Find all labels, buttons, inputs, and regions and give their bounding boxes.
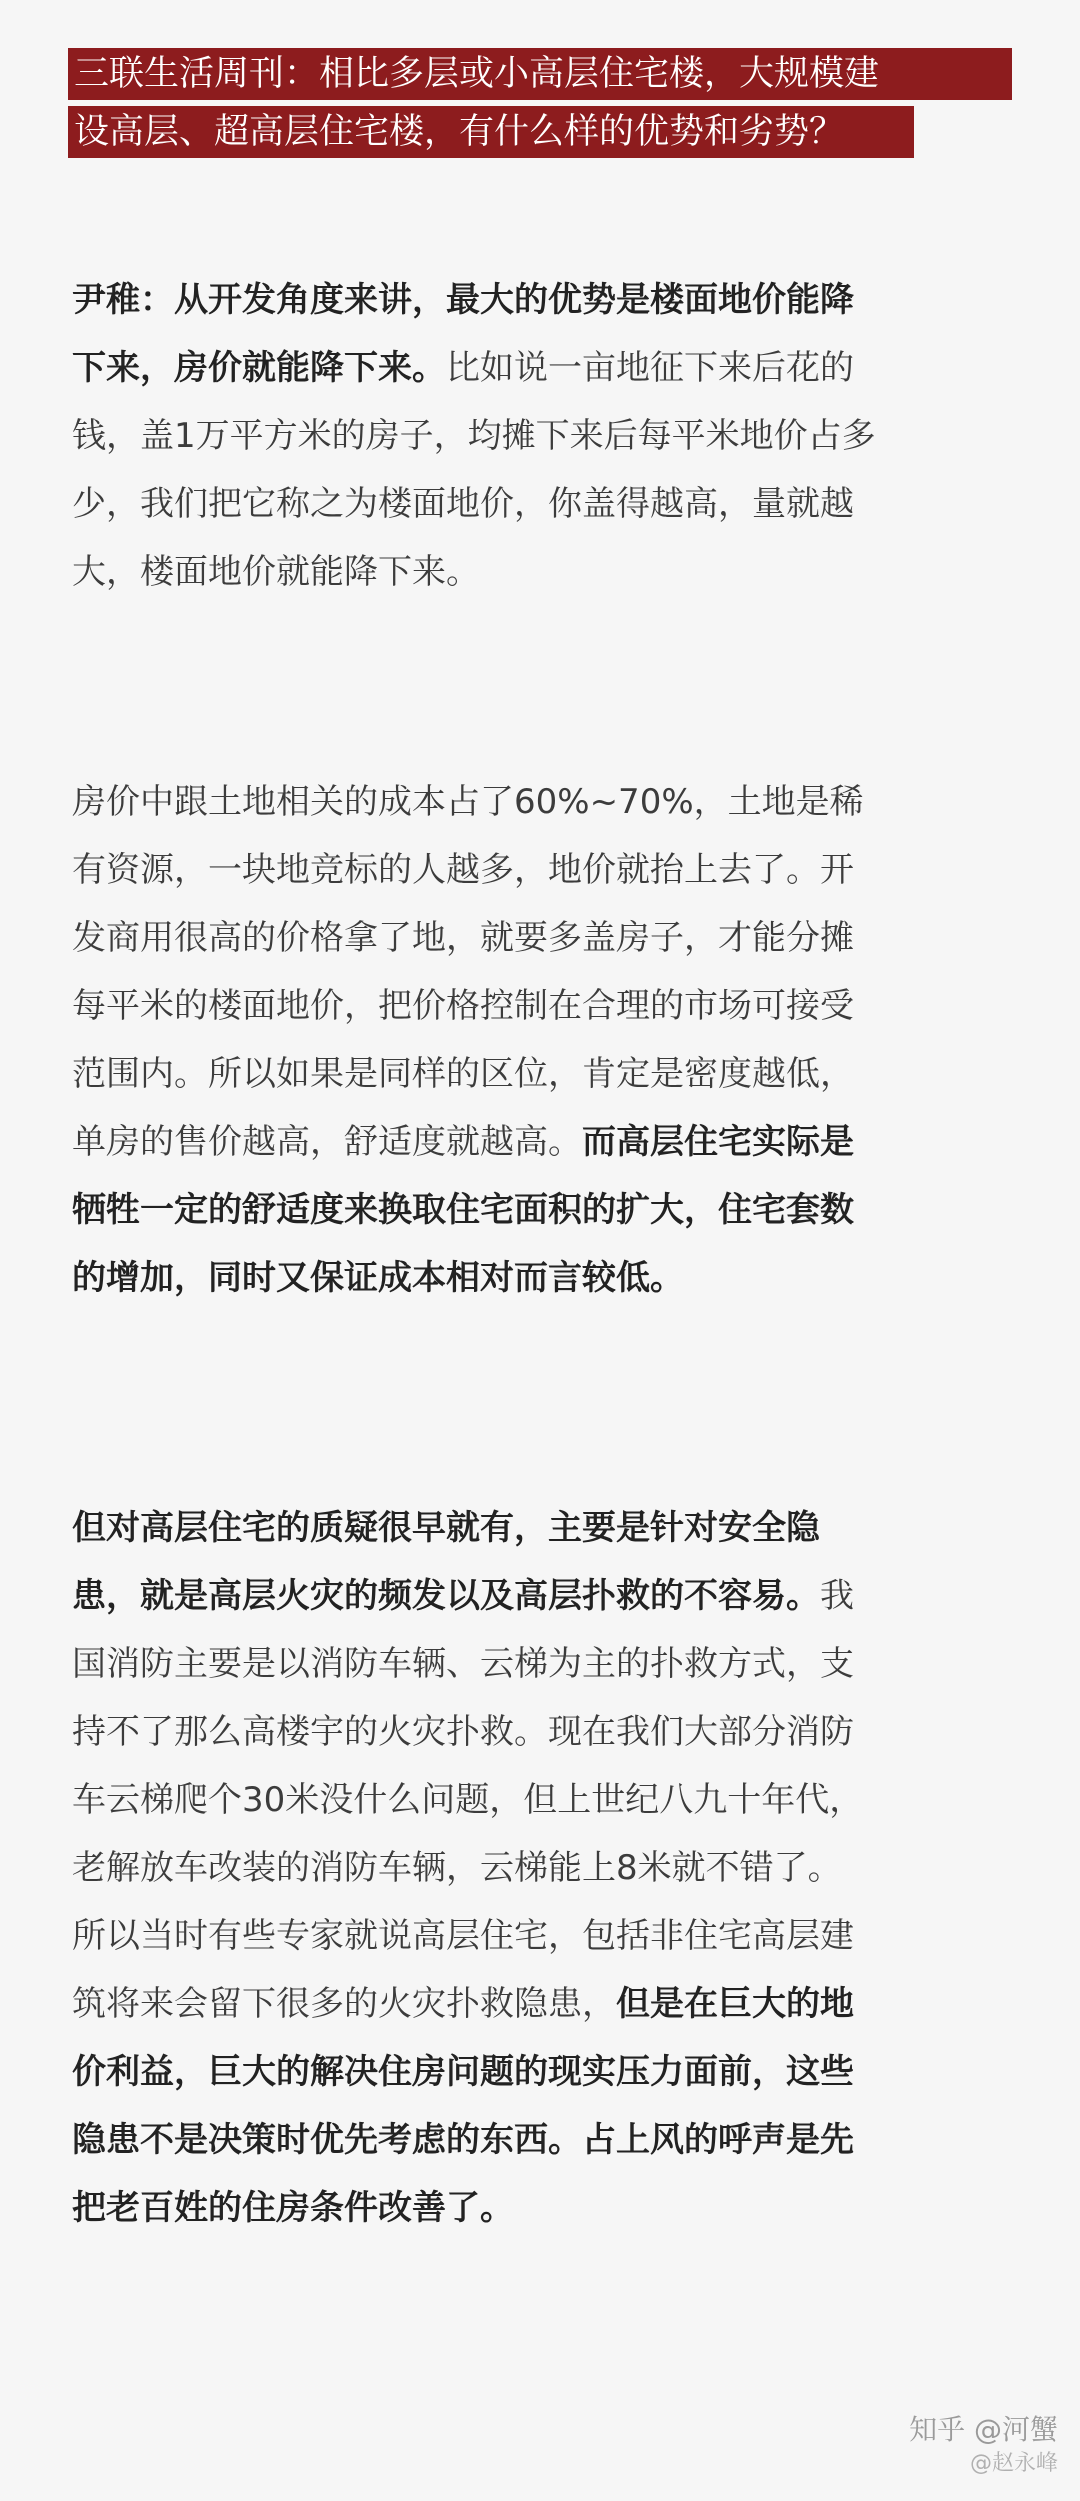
normal-text: 单房的售价越高，舒适度就越高。: [72, 1122, 582, 1162]
text-line: 价利益，巨大的解决住房问题的现实压力面前，这些: [72, 2052, 854, 2092]
text-line: 尹稚：从开发角度来讲，最大的优势是楼面地价能降: [72, 280, 854, 320]
bold-text: 而高层住宅实际是: [582, 1122, 854, 1162]
text-line: 国消防主要是以消防车辆、云梯为主的扑救方式，支: [72, 1644, 854, 1684]
question-line: 设高层、超高层住宅楼，有什么样的优势和劣势？: [68, 106, 914, 158]
text-line: 房价中跟土地相关的成本占了60%~70%，土地是稀: [72, 782, 864, 822]
text-line: 钱，盖1万平方米的房子，均摊下来后每平米地价占多: [72, 416, 876, 456]
watermark-zhihu: 知乎 @河蟹: [909, 2413, 1058, 2446]
text-line: 隐患不是决策时优先考虑的东西。占上风的呼声是先: [72, 2120, 854, 2160]
text-line: [72, 1970, 1016, 2038]
text-line: 发商用很高的价格拿了地，就要多盖房子，才能分摊: [72, 918, 854, 958]
bold-text: 患，就是高层火灾的频发以及高层扑救的不容易。: [72, 1576, 820, 1616]
question-block: [68, 48, 1012, 158]
text-line: 所以当时有些专家就说高层住宅，包括非住宅高层建: [72, 1916, 854, 1956]
normal-text: 筑将来会留下很多的火灾扑救隐患，: [72, 1984, 616, 2024]
text-line: [72, 1562, 1016, 1630]
text-line: [72, 334, 1016, 402]
text-line: 有资源，一块地竞标的人越多，地价就抬上去了。开: [72, 850, 854, 890]
text-line: 老解放车改装的消防车辆，云梯能上8米就不错了。: [72, 1848, 842, 1888]
watermark: [909, 2413, 1058, 2481]
text-line: 的增加，同时又保证成本相对而言较低。: [72, 1258, 684, 1298]
question-line: 三联生活周刊：相比多层或小高层住宅楼，大规模建: [68, 48, 1012, 100]
bold-text: 但是在巨大的地: [616, 1984, 854, 2024]
text-line: 但对高层住宅的质疑很早就有，主要是针对安全隐: [72, 1508, 820, 1548]
text-line: [72, 1108, 1016, 1176]
answer-paragraph: [72, 266, 1016, 606]
text-line: 牺牲一定的舒适度来换取住宅面积的扩大，住宅套数: [72, 1190, 854, 1230]
answer-paragraph: [72, 768, 1016, 1312]
answer-paragraph: [72, 1494, 1016, 2242]
text-line: 大，楼面地价就能降下来。: [72, 552, 480, 592]
watermark-weibo: @赵永峰: [969, 2451, 1058, 2476]
text-line: 把老百姓的住房条件改善了。: [72, 2188, 514, 2228]
text-line: 车云梯爬个30米没什么问题，但上世纪八九十年代，: [72, 1780, 864, 1820]
normal-text: 我: [820, 1576, 854, 1616]
text-line: 持不了那么高楼宇的火灾扑救。现在我们大部分消防: [72, 1712, 854, 1752]
normal-text: 比如说一亩地征下来后花的: [446, 348, 854, 388]
text-line: 少，我们把它称之为楼面地价，你盖得越高，量就越: [72, 484, 854, 524]
bold-text: 下来，房价就能降下来。: [72, 348, 446, 388]
text-line: 范围内。所以如果是同样的区位，肯定是密度越低，: [72, 1054, 854, 1094]
text-line: 每平米的楼面地价，把价格控制在合理的市场可接受: [72, 986, 854, 1026]
